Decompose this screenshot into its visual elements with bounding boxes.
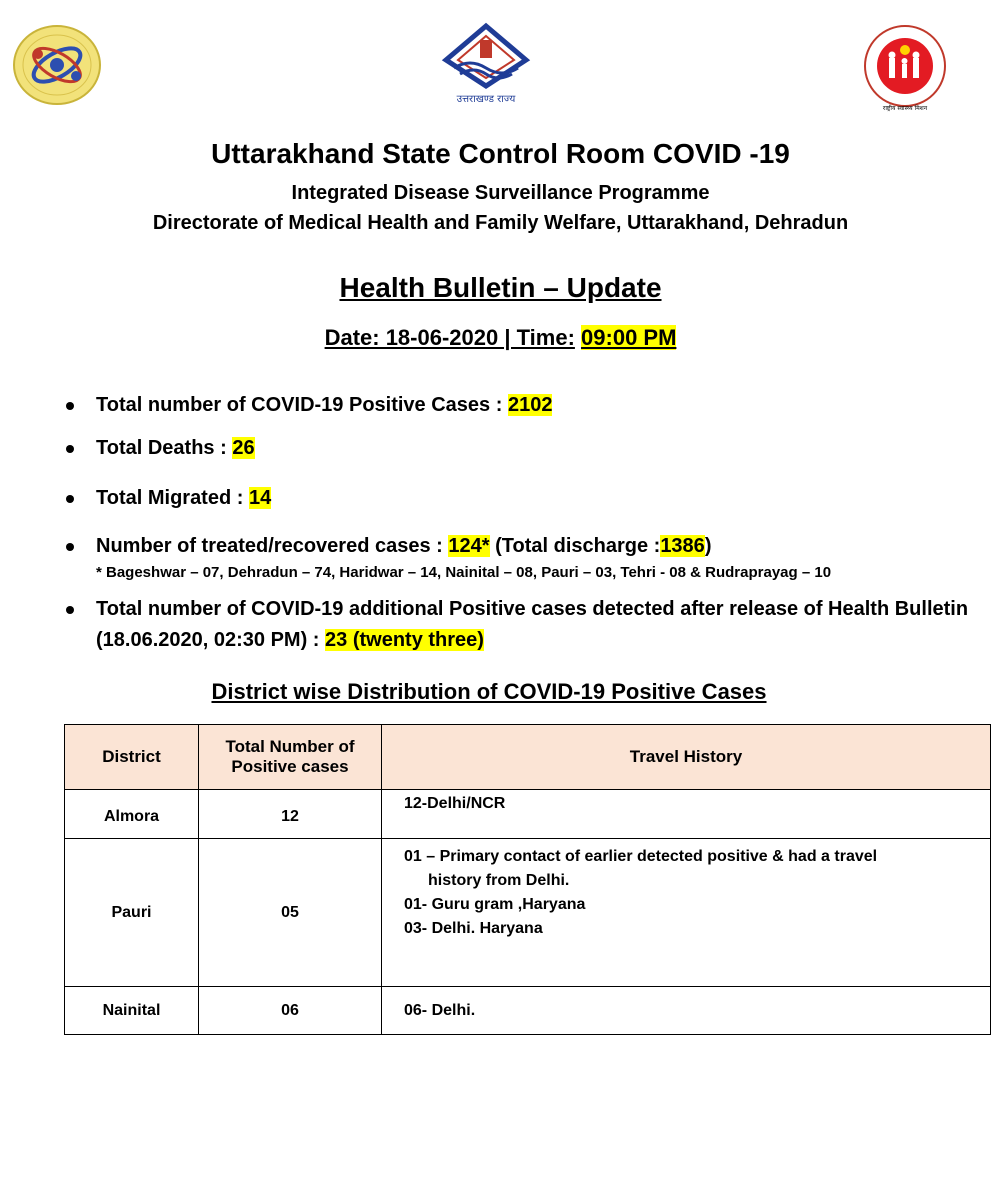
travel-cell [382,987,991,1035]
positive-cases-label: Total number of COVID-19 Positive Cases : [96,394,503,416]
migrated-label: Total Migrated : [96,487,244,509]
travel-cell [382,839,991,987]
table-row [65,839,991,987]
bulletin-dateline [0,325,1001,351]
state-emblem-logo [440,22,532,106]
discharge-value: 1386 [660,535,705,557]
travel-line: 01 – Primary contact of earlier detected positive & had a travel [404,848,878,865]
column-header-district: District [65,725,199,790]
directorate-subtitle: Directorate of Medical Health and Family Welfare, Uttarakhand, Dehradun [152,212,849,234]
count-cell: 06 [199,987,382,1035]
date-label: Date: 18-06-2020 | Time: [324,325,575,350]
bulletin-title: Health Bulletin – Update [339,272,662,303]
table-heading: District wise Distribution of COVID-19 Positive Cases [211,679,767,704]
table-header-row [65,725,991,790]
list-item [62,433,992,464]
travel-cell [382,790,991,839]
table-row [65,987,991,1035]
deaths-label: Total Deaths : [96,437,227,459]
travel-line: 03- Delhi. Haryana [404,920,543,937]
migrated-value: 14 [248,487,272,509]
list-item [62,531,992,584]
list-item [62,390,992,421]
travel-line: 06- Delhi. [404,1001,476,1019]
recovered-footnote: * Bageshwar – 07, Dehradun – 74, Haridwar – 14, Nainital – 08, Pauri – 03, Tehri - 08 & Rudraprayag – 10 [96,564,832,581]
table-row [65,790,991,839]
column-header-total [199,725,382,790]
recovered-label: Number of treated/recovered cases : [96,535,443,557]
district-cell: Nainital [65,987,199,1035]
state-emblem-caption: उत्तराखण्ड राज्य [456,94,516,105]
additional-cases-value: 23 (twenty three) [325,629,484,651]
column-header-travel: Travel History [382,725,991,790]
district-cell: Almora [65,790,199,839]
travel-line: history from Delhi. [428,872,570,889]
list-item [62,483,992,514]
page-title: Uttarakhand State Control Room COVID -19 [211,138,790,169]
discharge-close: ) [704,535,712,557]
nhm-logo [855,22,955,112]
list-item [62,594,992,656]
count-cell: 05 [199,839,382,987]
discharge-label: (Total discharge : [495,535,661,557]
district-cell: Pauri [65,839,199,987]
health-department-logo [12,24,102,106]
travel-line: 01- Guru gram ,Haryana [404,896,586,913]
deaths-value: 26 [232,437,255,459]
programme-subtitle: Integrated Disease Surveillance Programme [291,182,710,204]
district-table [64,724,991,1035]
bulletin-time: 09:00 PM [581,325,677,350]
recovered-value: 124* [448,535,490,557]
column-header-total-line2: Positive cases [231,757,349,776]
travel-line: 12-Delhi/NCR [404,795,506,812]
count-cell: 12 [199,790,382,839]
nhm-motto: राष्ट्रीय स्वास्थ्य मिशन [882,105,928,112]
positive-cases-value: 2102 [507,394,553,416]
additional-cases-label: Total number of COVID-19 additional Positive cases detected after release of Health Bulletin (18.06.2020, 02:30 PM) : [96,598,969,651]
stats-list [62,390,992,656]
column-header-total-line1: Total Number of [225,737,355,756]
